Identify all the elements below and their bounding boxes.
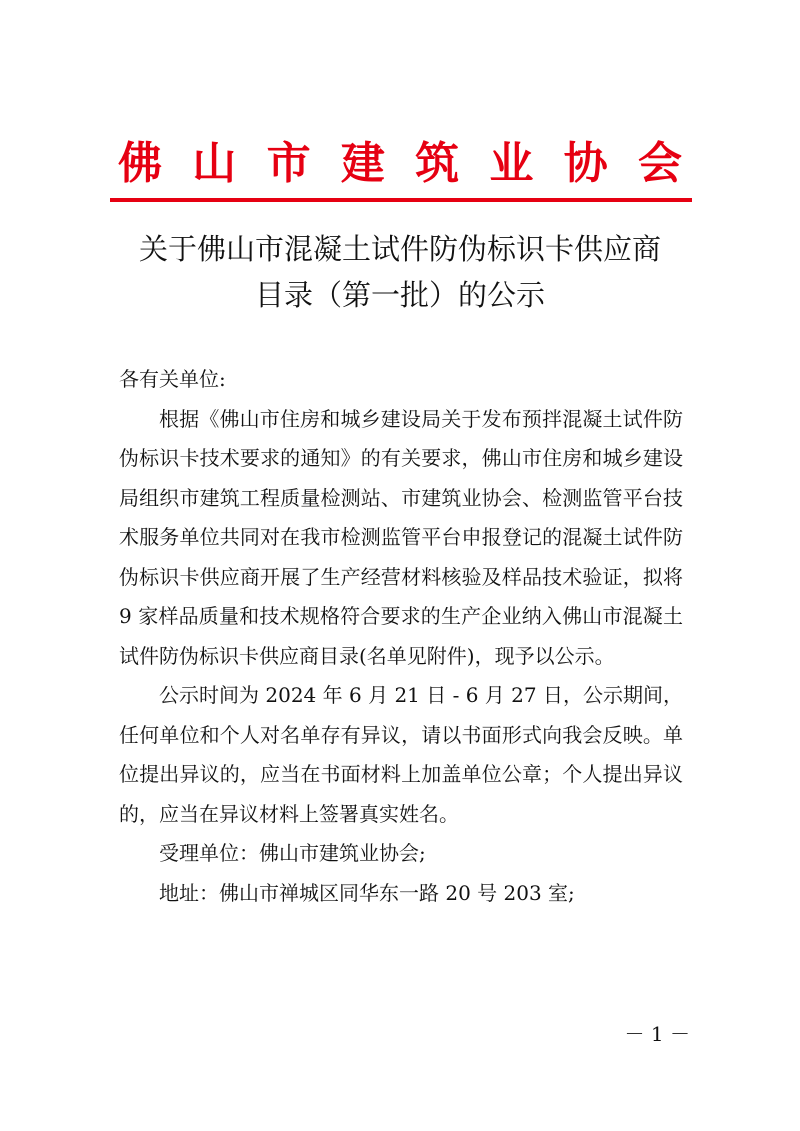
document-body — [119, 360, 683, 913]
title-line-2: 目录（第一批）的公示 — [254, 278, 545, 312]
title-line-1: 关于佛山市混凝土试件防伪标识卡供应商 — [138, 232, 661, 266]
organization-header: 佛山市建筑业协会 — [118, 138, 682, 189]
red-divider-line — [110, 198, 692, 202]
page-number: － 1 － — [624, 1022, 690, 1046]
address: 地址：佛山市禅城区同华东一路 20 号 203 室; — [159, 880, 575, 905]
salutation: 各有关单位: — [119, 367, 226, 391]
receiving-unit: 受理单位：佛山市建筑业协会; — [159, 841, 426, 865]
document-title — [100, 226, 700, 318]
paragraph-basis: 根据《佛山市住房和城乡建设局关于发布预拌混凝土试件防伪标识卡技术要求的通知》的有关要求，佛山市住房和城乡建设局组织市建筑工程质量检测站、市建筑业协会、检测监管平台技术服务单位共同对在我市检测监管平台申报登记的混凝土试件防伪标识卡供应商开展了生产经营材料核验及样品技术验证，拟将 9 家样品质量和技术规格符合要求的生产企业纳入佛山市混凝土试件防伪标识卡供应商目录(名单见附件)，现予以公示。 — [119, 406, 683, 668]
paragraph-publicity-period: 公示时间为 2024 年 6 月 21 日 - 6 月 27 日，公示期间，任何单位和个人对名单存有异议，请以书面形式向我会反映。单位提出异议的，应当在书面材料上加盖单位公章；个人提出异议的，应当在异议材料上签署真实姓名。 — [119, 683, 683, 826]
